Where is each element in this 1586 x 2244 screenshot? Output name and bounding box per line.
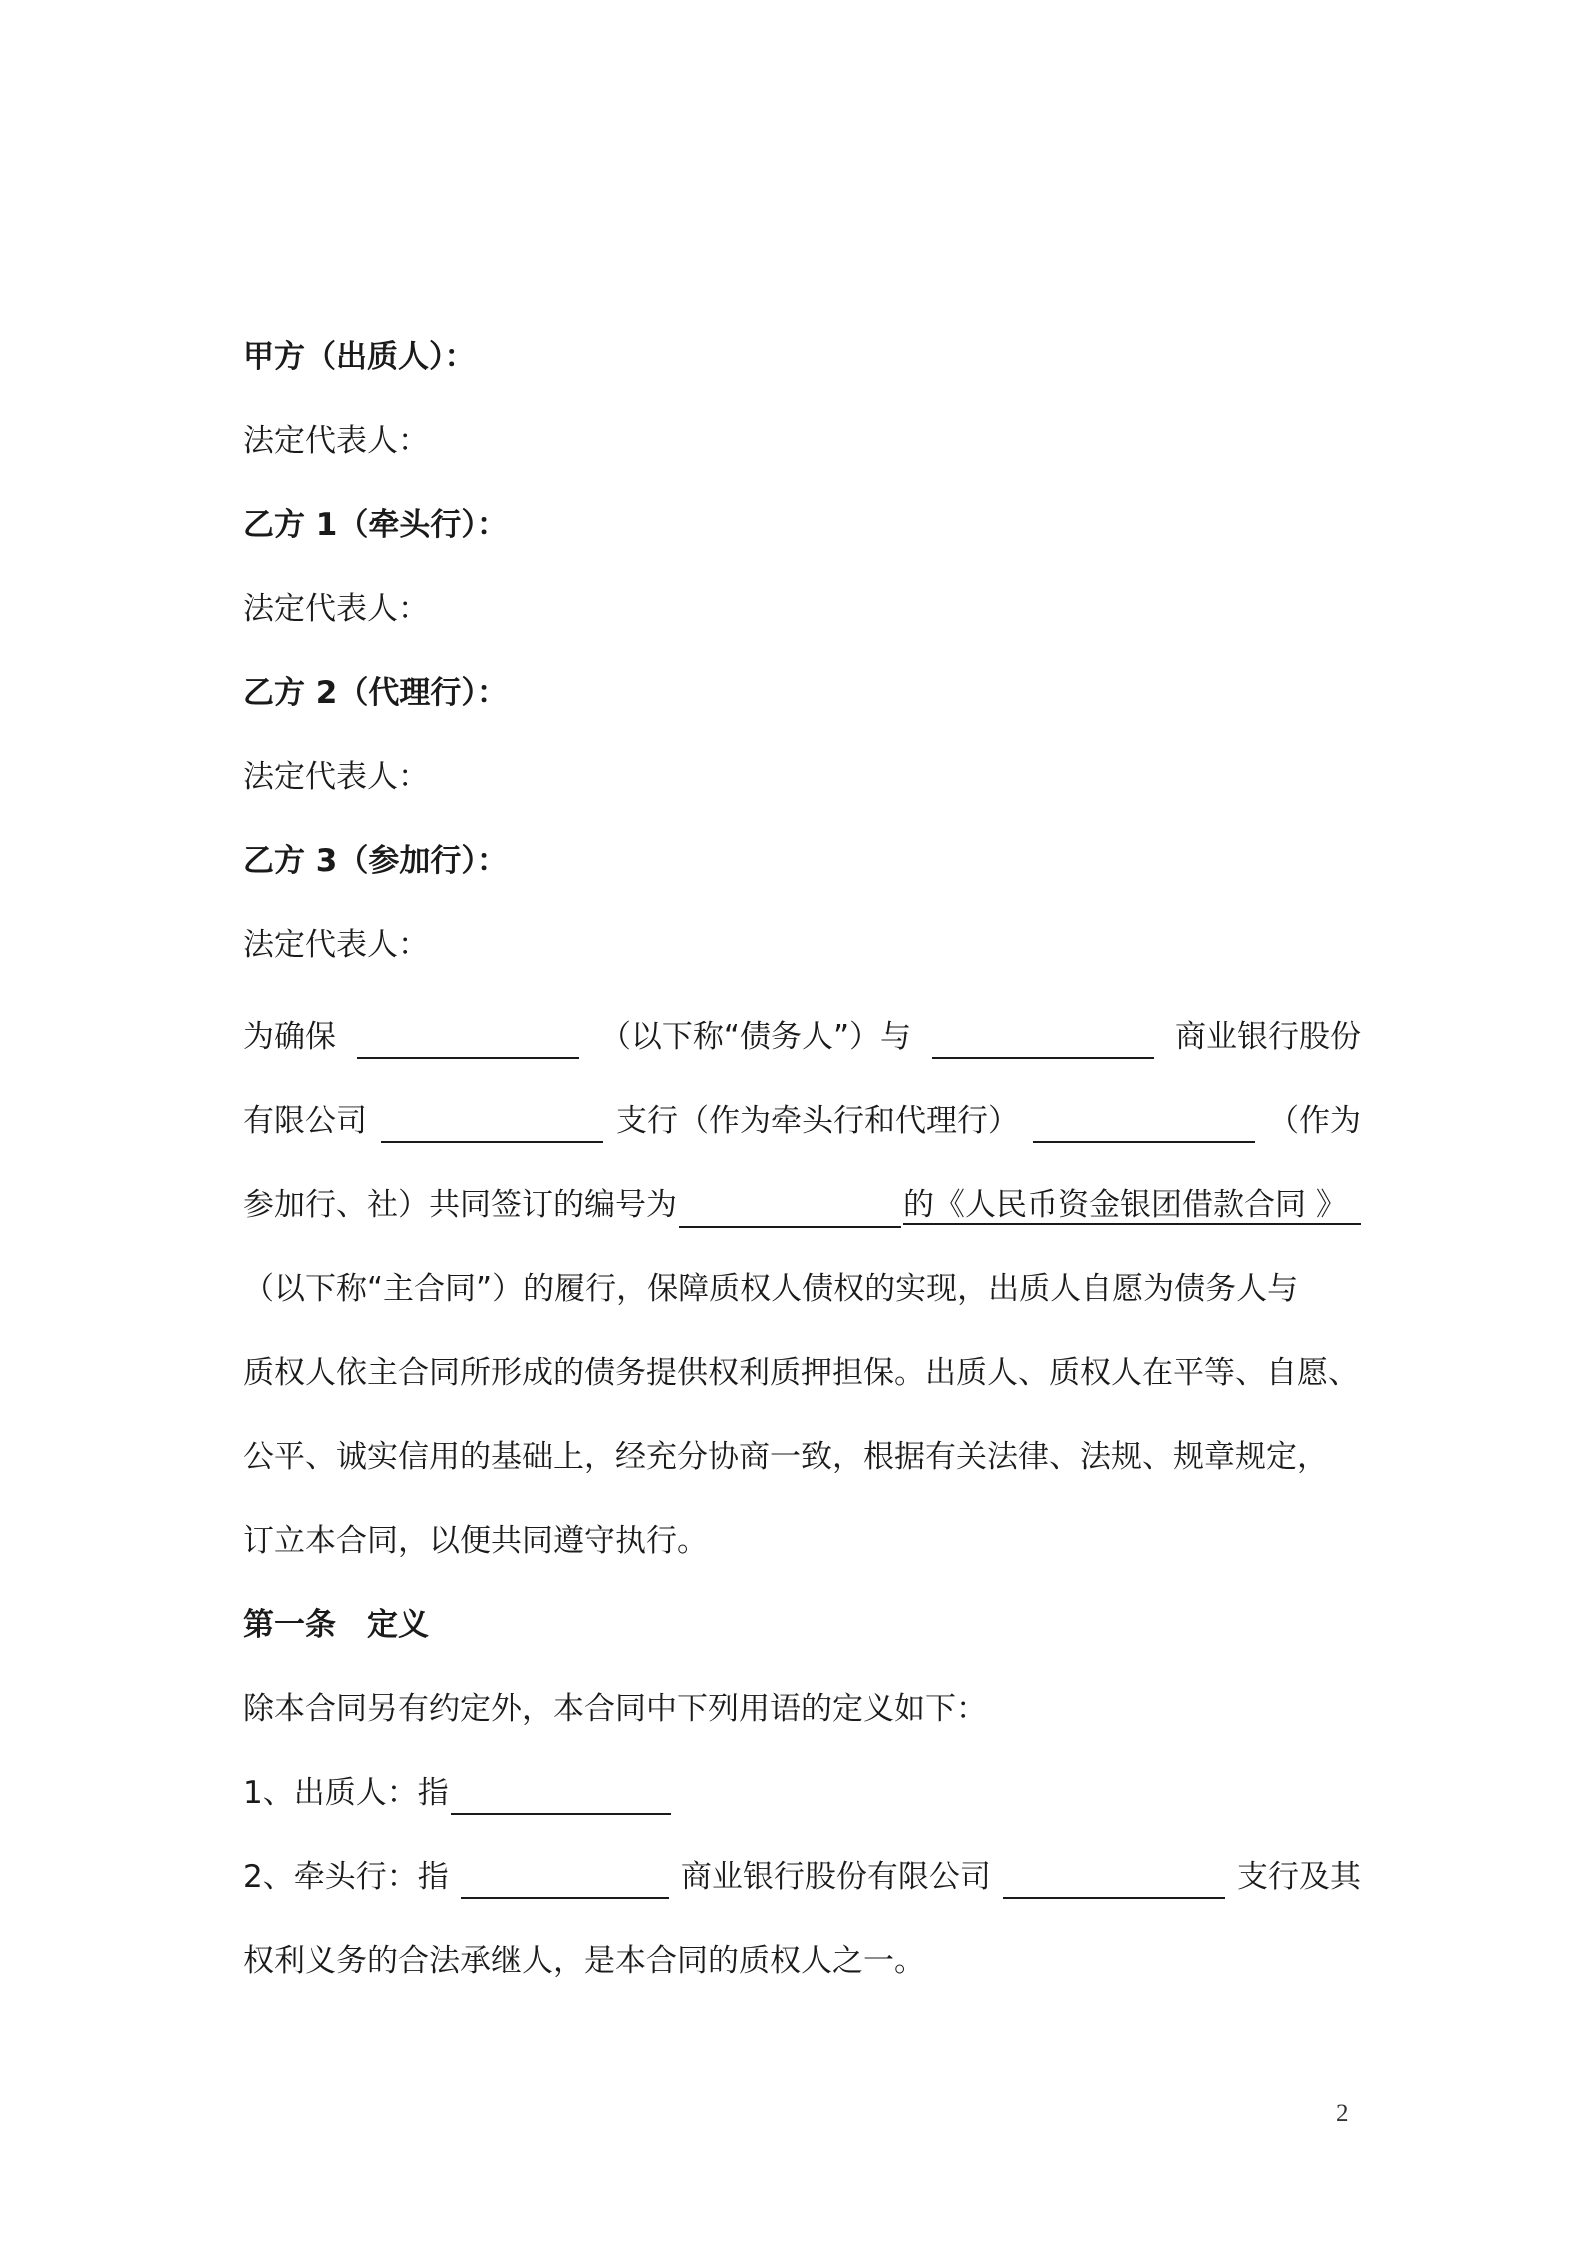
definition-text: 2、牵头行：指 [243,1859,449,1895]
debtor-blank[interactable] [357,1025,579,1059]
preamble-line-6: 公平、诚实信用的基础上，经充分协商一致，根据有关法律、法规、规章规定， [243,1439,1328,1475]
preamble-text: 为确保 [243,1019,336,1055]
contract-title: 的《人民币资金银团借款合同 》 [903,1187,1361,1225]
article-1-title: 第一条 定义 [243,1607,429,1643]
preamble-text: （以下称“债务人”）与 [599,1019,912,1055]
preamble-line-3 [243,1183,1361,1228]
preamble-line-4: （以下称“主合同”）的履行，保障质权人债权的实现，出质人自愿为债务人与 [243,1271,1299,1307]
lead-bank-branch-blank[interactable] [1003,1865,1225,1899]
legal-representative-2: 法定代表人： [243,591,429,627]
article-1-intro: 除本合同另有约定外，本合同中下列用语的定义如下： [243,1691,987,1727]
legal-representative-1: 法定代表人： [243,423,429,459]
definition-item-1 [243,1771,1361,1815]
definition-text: 1、出质人：指 [243,1775,449,1811]
definition-item-2-cont: 权利义务的合法承继人，是本合同的质权人之一。 [243,1943,925,1979]
preamble-line-2 [243,1099,1361,1143]
party-pledgor: 甲方（出质人）： [243,339,476,375]
legal-representative-3: 法定代表人： [243,759,429,795]
preamble-text: （作为 [1268,1103,1361,1139]
definition-item-2 [243,1855,1361,1899]
lead-bank-name-blank[interactable] [461,1865,669,1899]
preamble-line-1 [243,1015,1361,1059]
preamble-line-5: 质权人依主合同所形成的债务提供权利质押担保。出质人、质权人在平等、自愿、 [243,1355,1359,1391]
preamble-text: 支行（作为牵头行和代理行） [616,1103,1019,1139]
definition-text: 支行及其 [1236,1859,1361,1895]
branch-name-blank[interactable] [381,1109,603,1143]
preamble-text: 有限公司 [243,1103,367,1139]
party-participant-bank: 乙方 3（参加行）： [243,843,508,879]
preamble-line-7: 订立本合同，以便共同遵守执行。 [243,1523,708,1559]
party-lead-bank: 乙方 1（牵头行）： [243,507,508,543]
page-number: 2 [1336,2100,1349,2127]
contract-number-blank[interactable] [679,1194,901,1228]
preamble-text: 参加行、社）共同签订的编号为 [243,1187,677,1223]
definition-text: 商业银行股份有限公司 [680,1859,991,1895]
preamble-text: 商业银行股份 [1175,1019,1361,1055]
party-agent-bank: 乙方 2（代理行）： [243,675,508,711]
legal-representative-4: 法定代表人： [243,927,429,963]
bank-name-blank[interactable] [932,1025,1154,1059]
participant-name-blank[interactable] [1033,1109,1255,1143]
pledgor-name-blank[interactable] [451,1781,671,1815]
